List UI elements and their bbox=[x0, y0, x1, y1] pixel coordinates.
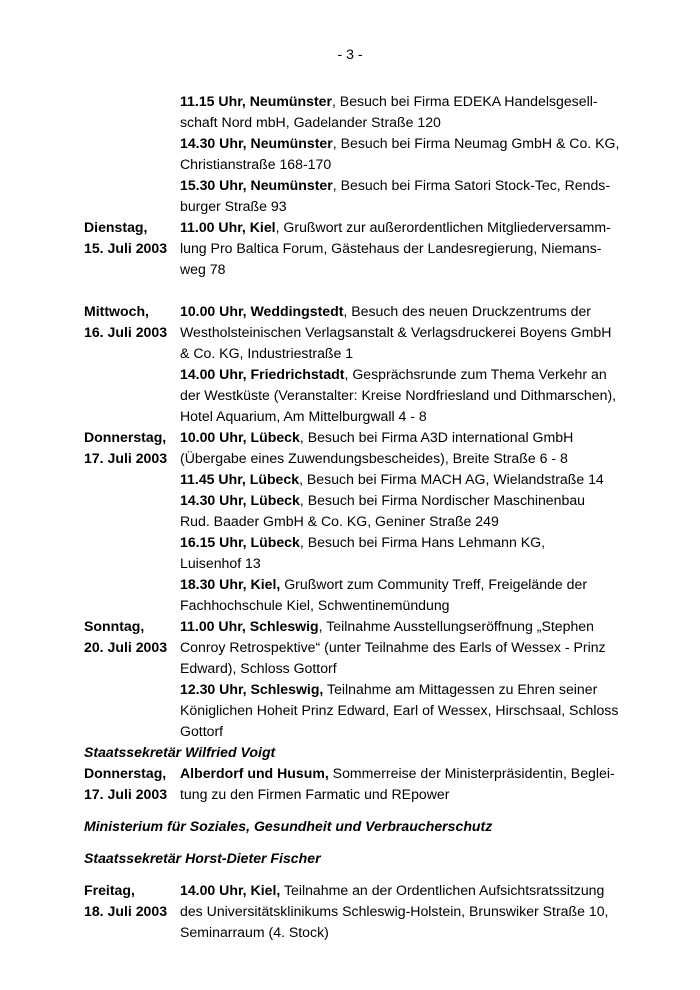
appointment-text: & Co. KG, Industriestraße 1 bbox=[180, 345, 354, 361]
appointment-text: , Gesprächsrunde zum Thema Verkehr an bbox=[344, 366, 607, 382]
appointment-line bbox=[84, 322, 644, 343]
appointment-line bbox=[84, 532, 644, 553]
appointment-line bbox=[84, 448, 644, 469]
appointment-time-place: Alberdorf und Husum, bbox=[180, 765, 329, 781]
appointment-line bbox=[84, 259, 644, 280]
appointment-text: Conroy Retrospektive“ (unter Teilnahme des Earls of Wessex - Prinz bbox=[180, 639, 606, 655]
weekday-label: Donnerstag, bbox=[84, 429, 167, 445]
appointment-text: weg 78 bbox=[180, 261, 226, 277]
appointment-text: , Teilnahme Ausstellungseröffnung „Stephen bbox=[318, 618, 594, 634]
appointment-line bbox=[84, 700, 644, 721]
appointment-line bbox=[84, 922, 644, 943]
appointment-text: (Übergabe eines Zuwendungsbescheides), Breite Straße 6 - 8 bbox=[180, 450, 568, 466]
appointment-text: schaft Nord mbH, Gadelander Straße 120 bbox=[180, 114, 441, 130]
appointment-text: , Besuch bei Firma Hans Lehmann KG, bbox=[299, 534, 546, 550]
weekday-label: Mittwoch, bbox=[84, 303, 149, 319]
appointment-line bbox=[84, 763, 644, 784]
appointment-line bbox=[84, 595, 644, 616]
appointment-text: , Besuch bei Firma MACH AG, Wielandstraße 14 bbox=[299, 471, 604, 487]
appointment-text: Teilnahme an der Ordentlichen Aufsichtsratssitzung bbox=[280, 882, 605, 898]
appointment-text: , Grußwort zur außerordentlichen Mitgliederversamm- bbox=[275, 219, 611, 235]
appointment-time-place: 18.30 Uhr, Kiel, bbox=[180, 576, 281, 592]
date-label: 18. Juli 2003 bbox=[84, 903, 168, 919]
spacer bbox=[84, 280, 644, 301]
appointment-line bbox=[84, 301, 644, 322]
spacer bbox=[84, 805, 644, 816]
section-heading: Ministerium für Soziales, Gesundheit und Verbraucherschutz bbox=[84, 818, 493, 834]
appointment-text: burger Straße 93 bbox=[180, 198, 287, 214]
appointment-line bbox=[84, 784, 644, 805]
appointment-text: , Besuch des neuen Druckzentrums der bbox=[343, 303, 591, 319]
appointment-line bbox=[84, 406, 644, 427]
appointment-list bbox=[84, 91, 644, 943]
weekday-label: Freitag, bbox=[84, 882, 135, 898]
section-heading: Staatssekretär Wilfried Voigt bbox=[84, 744, 276, 760]
appointment-line bbox=[84, 553, 644, 574]
appointment-time-place: 11.15 Uhr, Neumünster bbox=[180, 93, 332, 109]
appointment-text: Westholsteinischen Verlagsanstalt & Verlagsdruckerei Boyens GmbH bbox=[180, 324, 612, 340]
appointment-time-place: 14.00 Uhr, Kiel, bbox=[180, 882, 281, 898]
appointment-line bbox=[84, 616, 644, 637]
date-label: 15. Juli 2003 bbox=[84, 240, 168, 256]
appointment-text: , Besuch bei Firma Neumag GmbH & Co. KG, bbox=[332, 135, 620, 151]
appointment-line bbox=[84, 658, 644, 679]
appointment-line bbox=[84, 175, 644, 196]
appointment-line bbox=[84, 217, 644, 238]
appointment-time-place: 10.00 Uhr, Lübeck bbox=[180, 429, 300, 445]
appointment-line bbox=[84, 490, 644, 511]
appointment-line bbox=[84, 679, 644, 700]
appointment-time-place: 16.15 Uhr, Lübeck bbox=[180, 534, 300, 550]
appointment-text: Fachhochschule Kiel, Schwentinemündung bbox=[180, 597, 450, 613]
weekday-label: Sonntag, bbox=[84, 618, 145, 634]
appointment-line bbox=[84, 238, 644, 259]
appointment-line bbox=[84, 574, 644, 595]
appointment-text: , Besuch bei Firma Satori Stock-Tec, Rends- bbox=[332, 177, 611, 193]
appointment-time-place: 10.00 Uhr, Weddingstedt bbox=[180, 303, 344, 319]
appointment-text: , Besuch bei Firma A3D international GmbH bbox=[299, 429, 574, 445]
appointment-text: lung Pro Baltica Forum, Gästehaus der Landesregierung, Niemans- bbox=[180, 240, 602, 256]
appointment-line bbox=[84, 91, 644, 112]
appointment-time-place: 11.00 Uhr, Kiel bbox=[180, 219, 276, 235]
appointment-text: Grußwort zum Community Treff, Freigelände der bbox=[280, 576, 588, 592]
appointment-text: Luisenhof 13 bbox=[180, 555, 261, 571]
appointment-time-place: 14.00 Uhr, Friedrichstadt bbox=[180, 366, 345, 382]
appointment-line bbox=[84, 511, 644, 532]
appointment-time-place: 15.30 Uhr, Neumünster bbox=[180, 177, 333, 193]
appointment-line bbox=[84, 364, 644, 385]
appointment-line bbox=[84, 112, 644, 133]
date-label: 16. Juli 2003 bbox=[84, 324, 168, 340]
appointment-line bbox=[84, 154, 644, 175]
date-label: 20. Juli 2003 bbox=[84, 639, 168, 655]
appointment-text: , Besuch bei Firma Nordischer Maschinenbau bbox=[299, 492, 585, 508]
appointment-text: Teilnahme am Mittagessen zu Ehren seiner bbox=[323, 681, 598, 697]
appointment-text: Edward), Schloss Gottorf bbox=[180, 660, 337, 676]
appointment-line bbox=[84, 637, 644, 658]
appointment-time-place: 14.30 Uhr, Neumünster bbox=[180, 135, 333, 151]
appointment-text: tung zu den Firmen Farmatic und REpower bbox=[180, 786, 450, 802]
appointment-line bbox=[84, 469, 644, 490]
appointment-text: Königlichen Hoheit Prinz Edward, Earl of Wessex, Hirschsaal, Schloss bbox=[180, 702, 619, 718]
appointment-text: Gottorf bbox=[180, 723, 224, 739]
appointment-line bbox=[84, 133, 644, 154]
appointment-time-place: 11.00 Uhr, Schleswig bbox=[180, 618, 319, 634]
appointment-text: Christianstraße 168-170 bbox=[180, 156, 332, 172]
section-heading: Staatssekretär Horst-Dieter Fischer bbox=[84, 850, 321, 866]
weekday-label: Donnerstag, bbox=[84, 765, 167, 781]
spacer bbox=[84, 837, 644, 848]
appointment-line bbox=[84, 196, 644, 217]
appointment-line bbox=[84, 721, 644, 742]
appointment-text: Rud. Baader GmbH & Co. KG, Geniner Straße 249 bbox=[180, 513, 499, 529]
appointment-line bbox=[84, 901, 644, 922]
appointment-line bbox=[84, 385, 644, 406]
date-label: 17. Juli 2003 bbox=[84, 786, 168, 802]
weekday-label: Dienstag, bbox=[84, 219, 148, 235]
appointment-time-place: 12.30 Uhr, Schleswig, bbox=[180, 681, 324, 697]
appointment-time-place: 11.45 Uhr, Lübeck bbox=[180, 471, 300, 487]
appointment-line bbox=[84, 880, 644, 901]
appointment-text: des Universitätsklinikums Schleswig-Holstein, Brunswiker Straße 10, bbox=[180, 903, 609, 919]
appointment-line bbox=[84, 427, 644, 448]
appointment-text: Hotel Aquarium, Am Mittelburgwall 4 - 8 bbox=[180, 408, 427, 424]
page-number: - 3 - bbox=[337, 46, 363, 62]
appointment-line bbox=[84, 343, 644, 364]
date-label: 17. Juli 2003 bbox=[84, 450, 168, 466]
appointment-text: der Westküste (Veranstalter: Kreise Nordfriesland und Dithmarschen), bbox=[180, 387, 617, 403]
appointment-time-place: 14.30 Uhr, Lübeck bbox=[180, 492, 300, 508]
appointment-text: Seminarraum (4. Stock) bbox=[180, 924, 329, 940]
appointment-text: Sommerreise der Ministerpräsidentin, Beglei- bbox=[328, 765, 615, 781]
appointment-text: , Besuch bei Firma EDEKA Handelsgesell- bbox=[331, 93, 598, 109]
spacer bbox=[84, 869, 644, 880]
